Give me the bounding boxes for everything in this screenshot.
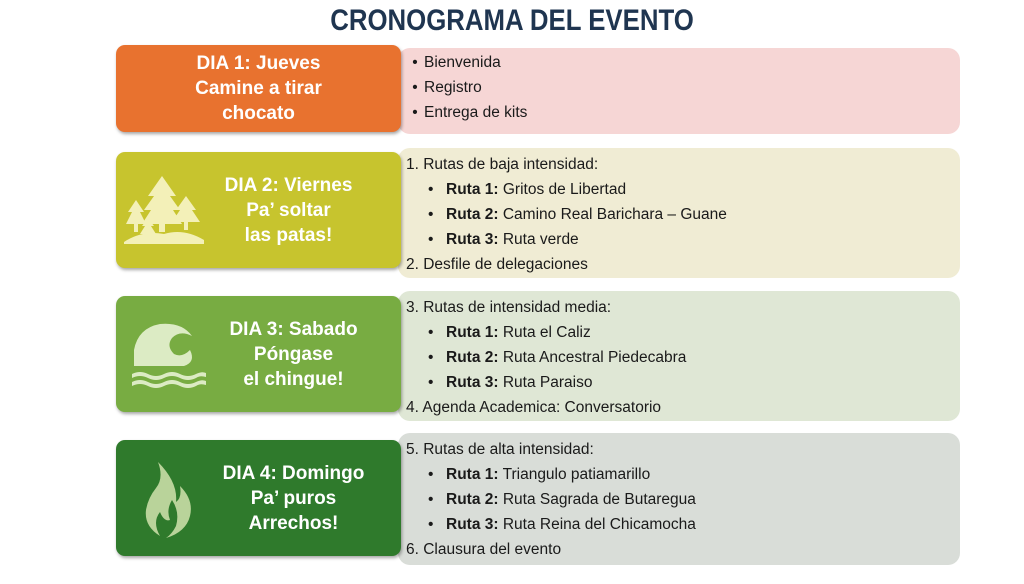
list-item: • Ruta 2: Ruta Sagrada de Butaregua [428, 491, 696, 508]
list-footer: 4. Agenda Academica: Conversatorio [406, 399, 662, 416]
trees-icon [122, 174, 208, 250]
list-heading: 5. Rutas de alta intensidad: [406, 441, 594, 458]
fire-icon [136, 460, 196, 540]
day-4-label: DIA 4: Domingo Pa’ puros Arrechos! [116, 440, 401, 556]
day-1-activities [398, 48, 960, 134]
day-1-label: DIA 1: Jueves Camine a tirar chocato [116, 45, 401, 132]
day-2-label: DIA 2: Viernes Pa’ soltar las patas! [116, 152, 401, 268]
list-footer: 6. Clausura del evento [406, 541, 562, 558]
list-item: • Ruta 3: Ruta Reina del Chicamocha [428, 516, 696, 533]
list-item: • Registro [412, 79, 482, 96]
wave-icon [130, 320, 206, 390]
day-4-activities [398, 433, 960, 565]
list-heading: 1. Rutas de baja intensidad: [406, 156, 599, 173]
list-footer: 2. Desfile de delegaciones [406, 256, 588, 273]
list-item: • Ruta 1: Gritos de Libertad [428, 181, 627, 198]
list-item: • Ruta 2: Camino Real Barichara – Guane [428, 206, 727, 223]
list-item: • Ruta 1: Triangulo patiamarillo [428, 466, 651, 483]
list-item: • Ruta 1: Ruta el Caliz [428, 324, 591, 341]
list-item: • Ruta 3: Ruta Paraiso [428, 374, 593, 391]
list-item: • Ruta 2: Ruta Ancestral Piedecabra [428, 349, 687, 366]
day-2-activities [398, 148, 960, 278]
list-item: • Entrega de kits [412, 104, 528, 121]
list-heading: 3. Rutas de intensidad media: [406, 299, 612, 316]
list-item: • Ruta 3: Ruta verde [428, 231, 579, 248]
day-3-activities [398, 291, 960, 421]
page-title: CRONOGRAMA DEL EVENTO [330, 4, 694, 37]
day-3-label: DIA 3: Sabado Póngase el chingue! [116, 296, 401, 412]
list-item: • Bienvenida [412, 54, 501, 71]
